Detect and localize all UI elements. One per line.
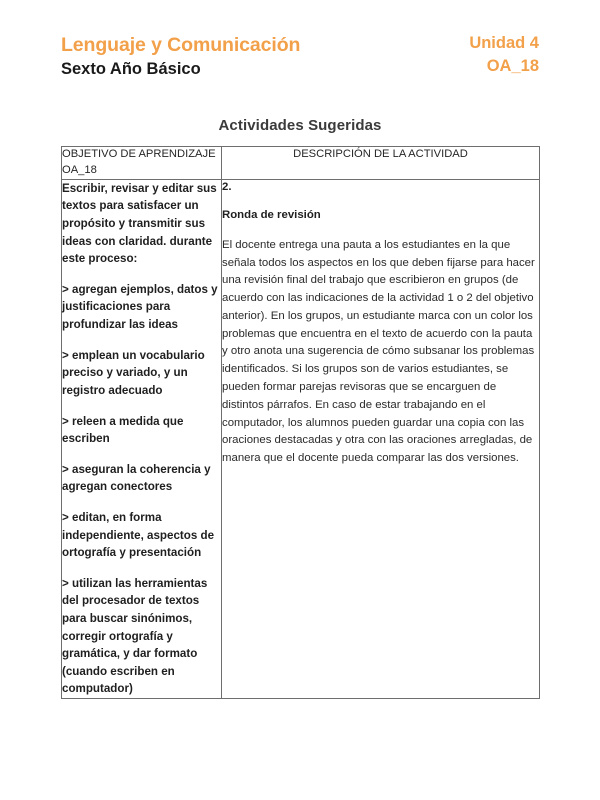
objective-bullet-3: > releen a medida que escriben bbox=[62, 414, 184, 446]
page-title: Actividades Sugeridas bbox=[218, 117, 382, 134]
objective-bullet-5: > editan, en forma independiente, aspectos de ortografía y presentación bbox=[62, 510, 215, 560]
document-header bbox=[61, 34, 539, 79]
objective-bullet-6: > utilizan las herramientas del procesador de textos para buscar sinónimos, corregir ortografía y gramática, y dar formato (cuando escriben en computador) bbox=[62, 576, 208, 696]
activity-body-text: El docente entrega una pauta a los estudiantes en la que señala todos los aspectos en los que deben fijarse para hacer una revisión final del trabajo que escribieron en grupos (de acuerdo con las indicaciones de la actividad 1 o 2 del objetivo anterior). En los grupos, un estudiante marca con un color los problemas que encuentra en el texto de acuerdo con la pauta y otro anota una sugerencia de cómo subsanar los problemas identificados. Si los grupos son de varios estudiantes, se pueden formar parejas revisoras que se encarguen de distintos párrafos. En caso de estar trabajando en el computador, los alumnos pueden guardar una copia con las oraciones destacadas y otra con las oraciones arregladas, de manera que el docente pueda comparar las dos versiones. bbox=[222, 238, 535, 465]
learning-objective-code: OA_18 bbox=[486, 56, 539, 75]
header-left-group bbox=[61, 34, 300, 79]
column-header-description: DESCRIPCIÓN DE LA ACTIVIDAD bbox=[222, 147, 540, 180]
objective-statement: Escribir, revisar y editar sus textos para satisfacer un propósito y transmitir sus ideas con claridad. durante este proceso: bbox=[62, 181, 217, 266]
table-header-row bbox=[62, 147, 540, 180]
activity-number: 2. bbox=[222, 180, 232, 193]
column-header-objective: OBJETIVO DE APRENDIZAJE OA_18 bbox=[62, 147, 222, 180]
grade-level: Sexto Año Básico bbox=[61, 60, 201, 78]
objective-bullet-4: > aseguran la coherencia y agregan conectores bbox=[62, 462, 211, 494]
suggested-activities-table bbox=[61, 146, 540, 699]
objective-bullet-2: > emplean un vocabulario preciso y variado, y un registro adecuado bbox=[62, 348, 205, 397]
unit-label: Unidad 4 bbox=[469, 34, 539, 52]
objective-bullet-1: > agregan ejemplos, datos y justificaciones para profundizar las ideas bbox=[62, 282, 218, 332]
description-cell bbox=[222, 179, 540, 698]
activity-subtitle: Ronda de revisión bbox=[222, 208, 321, 221]
objective-cell bbox=[62, 179, 222, 698]
header-right-group bbox=[469, 34, 539, 77]
subject-name: Lenguaje y Comunicación bbox=[61, 34, 301, 56]
table-row bbox=[62, 179, 540, 698]
